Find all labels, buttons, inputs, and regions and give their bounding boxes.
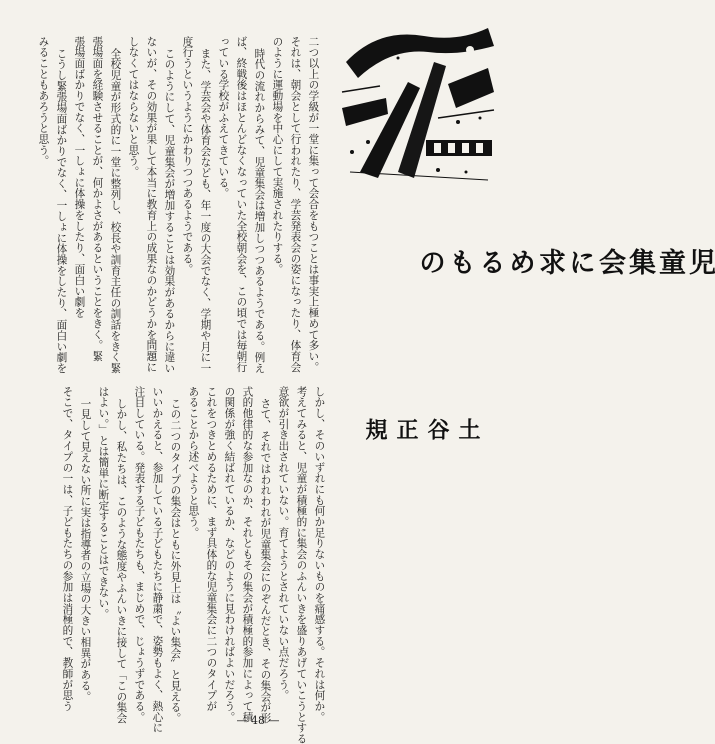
body-column: っている学校がふえてきている。 [217, 36, 230, 199]
header-illustration [338, 22, 498, 182]
body-column: それは、朝会として行われたり、学芸発表会の姿になったり、体育会 [289, 36, 302, 373]
body-column: いいかえると、参加している子どもたちに静粛で、姿勢もよく、熱心に [151, 386, 164, 734]
body-column: 注目している。発表する子どもたちも、まじめで、じょうずである。 [133, 386, 146, 723]
body-column: これをつきとめるために、まず具体的な児童集会に二つのタイプが [205, 386, 218, 712]
body-column: さて、それではわれわれが児童集会にのぞんだとき、その集会が形 [259, 398, 272, 724]
title-char: に [564, 248, 595, 275]
title-char: め [504, 248, 535, 275]
body-column: 時代の流れからみて、児童集会は増加しつつあるようである。例え [253, 48, 266, 374]
body-column: みることもあろうと思う。 [37, 36, 50, 167]
body-column: こうし緊張場面ばかりでなく、一しょに体操をしたり、面白い劇を [55, 48, 68, 374]
title-char: 求 [534, 248, 565, 275]
body-column: しなくてはならないと思う。 [127, 36, 140, 178]
body-column: 意欲が引き出されていない。育てようとされていない点だろう。 [277, 386, 290, 701]
body-column: 張場面を経験させることが、何かよさがあるということをきく。緊 [91, 36, 104, 362]
author-char: 規 [362, 418, 388, 440]
author-char: 正 [393, 418, 419, 440]
body-column: 度行うというようにかわりつつあるようである。 [181, 36, 194, 275]
author-char: 土 [455, 418, 481, 440]
title-char: の [414, 248, 445, 275]
body-column: このようにして、児童集会が増加することは効果があるからに違い [163, 48, 176, 374]
body-column: の関係が強く結ばれているか、などのように見わければよいだろう。 [223, 386, 236, 723]
body-column: しかし、そのいずれにも何か足りないものを痛感する。それは何か。 [313, 386, 326, 723]
body-column: のように運動場を中心にして実施されたりする。 [271, 36, 284, 275]
title-char: も [444, 248, 475, 275]
body-column: 考えてみると、児童が積極的に集会のふんいきを盛りあげていこうとする [295, 386, 308, 744]
article-title [414, 248, 714, 275]
body-column: また、学芸会や体育会なども、年一度の大会でなく、学期や月に一 [199, 48, 212, 374]
body-column: 二つ以上の学級が一堂に集って会合をもつことは事実上極めて多い。 [307, 36, 320, 373]
title-char: 児 [684, 248, 715, 275]
author-name [360, 418, 484, 498]
author-char: 谷 [424, 418, 450, 440]
woodcut-illustration [338, 22, 498, 182]
body-column: 式的他律的な参加なのか、それともその集会が積極的参加によって積 [241, 386, 254, 723]
body-column: そこで、タイプの一は、子どもたちの参加は消極的で、教師が思う [61, 386, 74, 712]
body-column: ば、終戦後はほとんどなくなっていた全校朝会を、この頃では毎朝行 [235, 36, 248, 373]
body-column: あることから述べようと思う。 [187, 386, 200, 538]
title-char: る [474, 248, 505, 275]
title-char: 童 [654, 248, 685, 275]
body-column: この二つのタイプの集会はともに外見上は〝よい集会〟と見える。 [169, 398, 182, 724]
body-column: 張場面ばかりでなく、一しょに体操をしたり、面白い劇を [73, 36, 86, 319]
body-column: 一見して見えない所に実は指導者の立場の大きい相異がある。 [79, 398, 92, 702]
body-column: はよい。」とは簡単に断定することはできない。 [97, 386, 110, 620]
page-number: — 48 — [236, 714, 280, 727]
body-column: ないが、その効果が果して本当に教育上の成果なのかどうかを問題に [145, 36, 158, 373]
body-column: しかし、私たちは、このような態度やふんいきに接して「この集会 [115, 398, 128, 724]
title-char: 会 [594, 248, 625, 275]
body-column: 全校児童が形式的に一堂に整列し、校長や訓育主任の訓話をきく緊 [109, 48, 122, 374]
title-char: 集 [624, 248, 655, 275]
